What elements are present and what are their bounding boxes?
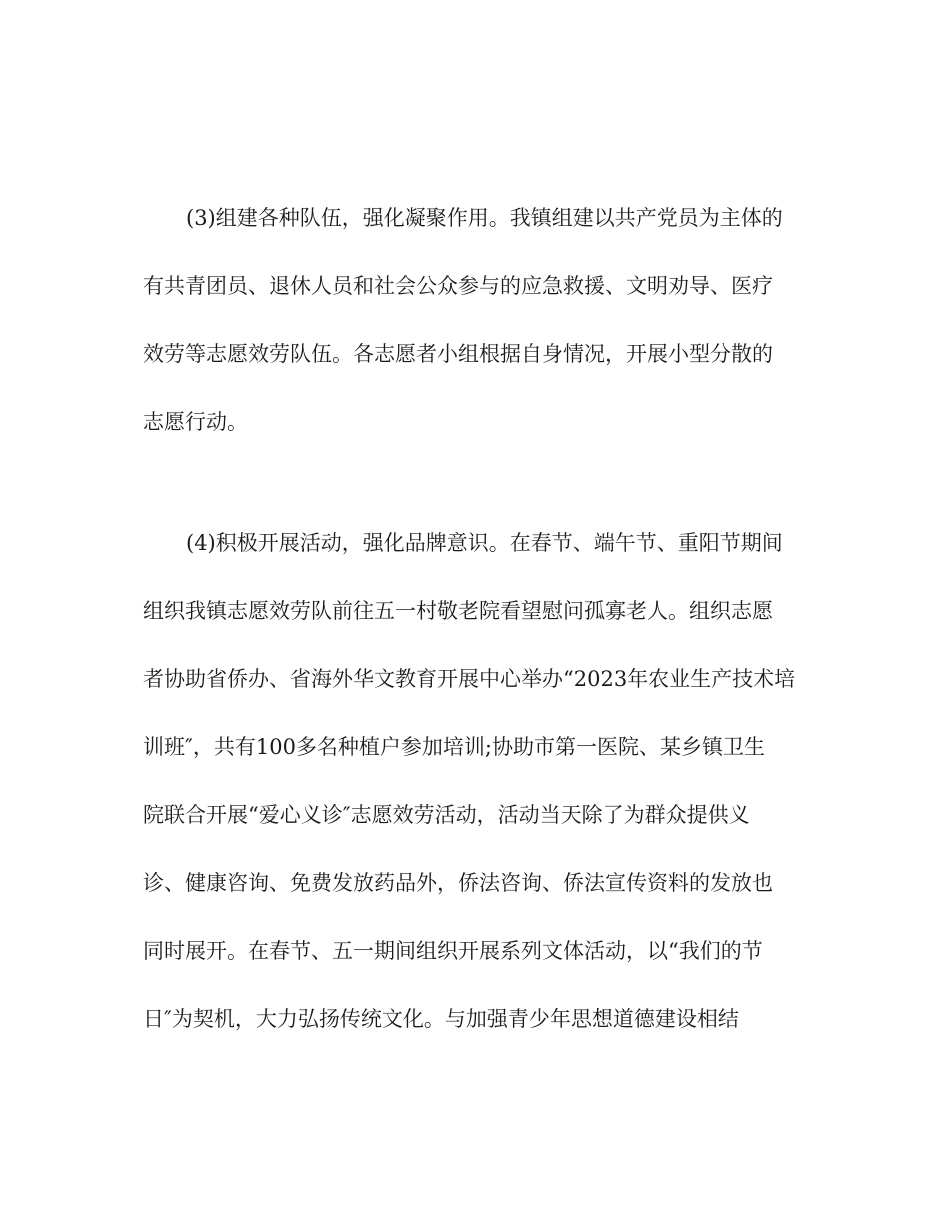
text-line: (4)积极开展活动，强化品牌意识。在春节、端午节、重阳节期间 (186, 531, 783, 555)
text-line: 组织我镇志愿效劳队前往五一村敬老院看望慰问孤寡老人。组织志愿 (143, 599, 773, 623)
text-line: 有共青团员、退休人员和社会公众参与的应急救援、文明劝导、医疗 (143, 274, 773, 298)
text-line: 效劳等志愿效劳队伍。各志愿者小组根据自身情况，开展小型分散的 (143, 342, 773, 366)
text-line: 者协助省侨办、省海外华文教育开展中心举办“2023年农业生产技术培 (143, 667, 796, 691)
text-line: 院联合开展“爱心义诊″志愿效劳活动，活动当天除了为群众提供义 (143, 803, 750, 827)
text-line: (3)组建各种队伍，强化凝聚作用。我镇组建以共产党员为主体的 (186, 206, 783, 230)
text-line: 日″为契机，大力弘扬传统文化。与加强青少年思想道德建设相结 (143, 1007, 739, 1031)
text-line: 志愿行动。 (143, 410, 248, 434)
text-line: 训班″，共有100多名种植户参加培训;协助市第一医院、某乡镇卫生 (143, 735, 765, 759)
text-line: 诊、健康咨询、免费发放药品外，侨法咨询、侨法宣传资料的发放也 (143, 871, 773, 895)
text-line: 同时展开。在春节、五一期间组织开展系列文体活动，以“我们的节 (143, 939, 763, 963)
